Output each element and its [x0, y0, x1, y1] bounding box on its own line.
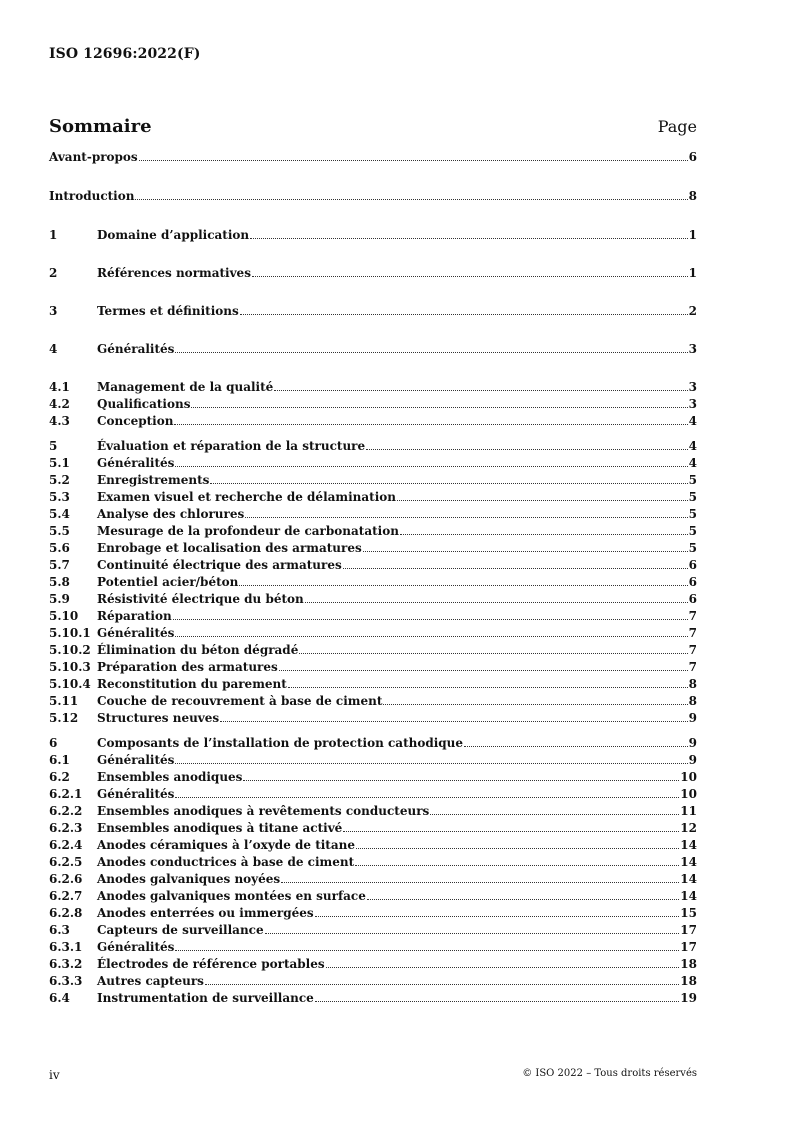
- toc-entry-page: 5: [688, 490, 697, 504]
- toc-entry-title: Généralités: [97, 787, 175, 801]
- toc-entry-number: 2: [49, 266, 58, 280]
- toc-leader-dots: [400, 534, 688, 535]
- toc-leader-dots: [220, 721, 687, 722]
- toc-entry-number: 6.2: [49, 770, 70, 784]
- toc-entry-title: Avant-propos: [49, 150, 138, 164]
- toc-entry-page: 14: [680, 855, 697, 869]
- toc-title: Sommaire: [49, 116, 152, 137]
- toc-entry-number: 5.10.4: [49, 677, 91, 691]
- toc-entry-number: 5.6: [49, 541, 70, 555]
- toc-entry-number: 6.3.2: [49, 957, 83, 971]
- toc-entry-number: 6.4: [49, 991, 70, 1005]
- toc-entry[interactable]: [49, 819, 697, 835]
- toc-leader-dots: [343, 568, 688, 569]
- toc-leader-dots: [175, 797, 679, 798]
- toc-entry-page: 14: [680, 838, 697, 852]
- toc-entry-title: Anodes galvaniques noyées: [97, 872, 281, 886]
- toc-entry-title: Potentiel acier/béton: [97, 575, 239, 589]
- toc-entry-number: 5.11: [49, 694, 79, 708]
- toc-entry-title: Enregistrements: [97, 473, 210, 487]
- toc-entry-title: Ensembles anodiques à revêtements conducteurs: [97, 804, 430, 818]
- toc-entry-title: Capteurs de surveillance: [97, 923, 264, 937]
- toc-leader-dots: [363, 551, 688, 552]
- toc-entry-number: 5.10.3: [49, 660, 91, 674]
- toc-entry-number: 6.3.3: [49, 974, 83, 988]
- toc-leader-dots: [239, 585, 687, 586]
- toc-entry[interactable]: [49, 938, 697, 954]
- toc-entry[interactable]: [49, 302, 697, 318]
- toc-leader-dots: [315, 916, 680, 917]
- toc-entry-title: Structures neuves: [97, 711, 220, 725]
- toc-entry-title: Généralités: [97, 626, 175, 640]
- toc-entry-number: 6.2.1: [49, 787, 83, 801]
- toc-entry[interactable]: [49, 921, 697, 937]
- toc-entry-page: 19: [680, 991, 697, 1005]
- toc-entry-number: 5.9: [49, 592, 70, 606]
- toc-entry-page: 5: [688, 507, 697, 521]
- toc-leader-dots: [175, 466, 687, 467]
- toc-entry-page: 1: [688, 228, 697, 242]
- toc-leader-dots: [243, 780, 679, 781]
- toc-entry-number: 5.10.1: [49, 626, 91, 640]
- toc-entry-title: Continuité électrique des armatures: [97, 558, 342, 572]
- toc-page-label: Page: [657, 117, 697, 136]
- toc-entry[interactable]: [49, 539, 697, 555]
- toc-entry-title: Réparation: [97, 609, 172, 623]
- toc-entry-page: 9: [688, 753, 697, 767]
- toc-entry-number: 4.1: [49, 380, 70, 394]
- toc-entry-title: Conception: [97, 414, 174, 428]
- toc-entry-page: 7: [688, 643, 697, 657]
- toc-entry-page: 4: [688, 439, 697, 453]
- toc-leader-dots: [205, 984, 679, 985]
- toc-entry-number: 3: [49, 304, 58, 318]
- toc-entry[interactable]: [49, 187, 697, 203]
- toc-entry-number: 6.3.1: [49, 940, 83, 954]
- toc-entry[interactable]: [49, 573, 697, 589]
- toc-entry-page: 6: [688, 575, 697, 589]
- toc-entry-title: Anodes enterrées ou immergées: [97, 906, 314, 920]
- toc-entry[interactable]: [49, 226, 697, 242]
- toc-entry[interactable]: [49, 785, 697, 801]
- toc-entry[interactable]: [49, 264, 697, 280]
- toc-entry-page: 8: [688, 694, 697, 708]
- toc-entry-title: Management de la qualité: [97, 380, 274, 394]
- toc-entry[interactable]: [49, 148, 697, 164]
- toc-entry-page: 3: [688, 380, 697, 394]
- toc-entry-number: 4: [49, 342, 58, 356]
- toc-entry[interactable]: [49, 378, 697, 394]
- toc-leader-dots: [265, 933, 680, 934]
- toc-entry-page: 8: [688, 189, 697, 203]
- toc-entry-page: 18: [680, 974, 697, 988]
- toc-entry[interactable]: [49, 989, 697, 1005]
- toc-entry-number: 6.1: [49, 753, 70, 767]
- toc-entry-page: 1: [688, 266, 697, 280]
- toc-entry-page: 9: [688, 711, 697, 725]
- toc-entry[interactable]: [49, 836, 697, 852]
- toc-entry[interactable]: [49, 870, 697, 886]
- toc-entry-page: 7: [688, 626, 697, 640]
- toc-entry-page: 5: [688, 524, 697, 538]
- toc-entry-page: 6: [688, 150, 697, 164]
- toc-entry-number: 6.2.4: [49, 838, 83, 852]
- toc-leader-dots: [464, 746, 688, 747]
- toc-leader-dots: [240, 314, 688, 315]
- toc-entry-title: Reconstitution du parement: [97, 677, 287, 691]
- toc-entry[interactable]: [49, 412, 697, 428]
- toc-entry-title: Anodes céramiques à l’oxyde de titane: [97, 838, 355, 852]
- toc-leader-dots: [173, 619, 688, 620]
- toc-entry-page: 3: [688, 342, 697, 356]
- toc-entry-title: Introduction: [49, 189, 135, 203]
- toc-entry-number: 1: [49, 228, 58, 242]
- toc-entry-number: 4.3: [49, 414, 70, 428]
- toc-entry[interactable]: [49, 505, 697, 521]
- copyright-notice: © ISO 2022 – Tous droits réservés: [522, 1068, 697, 1079]
- document-id: ISO 12696:2022(F): [49, 46, 201, 62]
- toc-entry-page: 14: [680, 872, 697, 886]
- toc-leader-dots: [175, 950, 679, 951]
- toc-entry[interactable]: [49, 675, 697, 691]
- toc-entry[interactable]: [49, 395, 697, 411]
- toc-entry-page: 10: [680, 787, 697, 801]
- toc-entry-page: 2: [688, 304, 697, 318]
- toc-entry-title: Qualifications: [97, 397, 191, 411]
- toc-entry-title: Mesurage de la profondeur de carbonatation: [97, 524, 399, 538]
- toc-entry-page: 8: [688, 677, 697, 691]
- toc-entry-number: 6.2.3: [49, 821, 83, 835]
- toc-entry[interactable]: [49, 751, 697, 767]
- toc-entry-number: 5.7: [49, 558, 70, 572]
- toc-entry-page: 7: [688, 660, 697, 674]
- toc-entry-number: 6.2.2: [49, 804, 83, 818]
- toc-leader-dots: [250, 238, 688, 239]
- toc-entry-page: 5: [688, 541, 697, 555]
- toc-entry-number: 5.3: [49, 490, 70, 504]
- toc-leader-dots: [356, 848, 679, 849]
- toc-entry-page: 18: [680, 957, 697, 971]
- toc-entry-number: 5.12: [49, 711, 79, 725]
- toc-entry-page: 3: [688, 397, 697, 411]
- table-of-contents: [49, 0, 697, 1122]
- toc-entry-number: 5.8: [49, 575, 70, 589]
- toc-entry[interactable]: [49, 768, 697, 784]
- toc-entry-title: Enrobage et localisation des armatures: [97, 541, 362, 555]
- toc-entry-page: 15: [680, 906, 697, 920]
- toc-entry[interactable]: [49, 972, 697, 988]
- toc-leader-dots: [274, 390, 687, 391]
- page-number: iv: [49, 1068, 60, 1082]
- toc-entry-number: 6.2.5: [49, 855, 83, 869]
- toc-entry-page: 6: [688, 558, 697, 572]
- toc-entry[interactable]: [49, 658, 697, 674]
- toc-entry-title: Composants de l’installation de protection cathodique: [97, 736, 464, 750]
- toc-entry[interactable]: [49, 471, 697, 487]
- toc-entry[interactable]: [49, 709, 697, 725]
- toc-entry-number: 5.10: [49, 609, 79, 623]
- toc-entry-page: 4: [688, 456, 697, 470]
- toc-entry-page: 4: [688, 414, 697, 428]
- toc-entry-title: Évaluation et réparation de la structure: [97, 439, 366, 453]
- toc-entry-title: Généralités: [97, 753, 175, 767]
- toc-entry-title: Généralités: [97, 456, 175, 470]
- toc-entry-title: Analyse des chlorures: [97, 507, 245, 521]
- toc-leader-dots: [279, 670, 688, 671]
- toc-leader-dots: [210, 483, 687, 484]
- toc-entry[interactable]: [49, 624, 697, 640]
- toc-leader-dots: [367, 899, 679, 900]
- toc-leader-dots: [430, 814, 679, 815]
- toc-entry-page: 17: [680, 940, 697, 954]
- toc-leader-dots: [299, 653, 687, 654]
- toc-entry-title: Généralités: [97, 342, 175, 356]
- toc-entry-number: 6.2.6: [49, 872, 83, 886]
- toc-entry-number: 5.4: [49, 507, 70, 521]
- toc-entry-page: 5: [688, 473, 697, 487]
- toc-entry-number: 5.1: [49, 456, 70, 470]
- toc-leader-dots: [281, 882, 679, 883]
- toc-entry[interactable]: [49, 590, 697, 606]
- toc-entry[interactable]: [49, 437, 697, 453]
- toc-entry-title: Électrodes de référence portables: [97, 957, 325, 971]
- toc-entry[interactable]: [49, 340, 697, 356]
- toc-leader-dots: [175, 763, 687, 764]
- toc-entry-title: Domaine d’application: [97, 228, 250, 242]
- toc-entry-title: Généralités: [97, 940, 175, 954]
- toc-entry-title: Ensembles anodiques à titane activé: [97, 821, 343, 835]
- toc-entry-title: Anodes galvaniques montées en surface: [97, 889, 366, 903]
- toc-leader-dots: [343, 831, 679, 832]
- toc-entry-page: 11: [680, 804, 697, 818]
- toc-leader-dots: [191, 407, 687, 408]
- toc-leader-dots: [252, 276, 688, 277]
- toc-entry-page: 17: [680, 923, 697, 937]
- toc-entry[interactable]: [49, 641, 697, 657]
- toc-entry-title: Autres capteurs: [97, 974, 204, 988]
- toc-entry-title: Examen visuel et recherche de délamination: [97, 490, 396, 504]
- toc-entry[interactable]: [49, 904, 697, 920]
- toc-entry-number: 5.2: [49, 473, 70, 487]
- toc-entry-page: 14: [680, 889, 697, 903]
- toc-entry-page: 9: [688, 736, 697, 750]
- toc-leader-dots: [175, 636, 687, 637]
- toc-leader-dots: [288, 687, 688, 688]
- toc-entry[interactable]: [49, 853, 697, 869]
- toc-entry[interactable]: [49, 887, 697, 903]
- toc-leader-dots: [175, 352, 687, 353]
- toc-entry-title: Termes et définitions: [97, 304, 239, 318]
- toc-entry-number: 4.2: [49, 397, 70, 411]
- toc-leader-dots: [305, 602, 688, 603]
- toc-entry-title: Résistivité électrique du béton: [97, 592, 304, 606]
- toc-leader-dots: [366, 449, 688, 450]
- toc-leader-dots: [315, 1001, 680, 1002]
- toc-entry-number: 5.5: [49, 524, 70, 538]
- toc-entry[interactable]: [49, 454, 697, 470]
- toc-entry-number: 6.2.7: [49, 889, 83, 903]
- toc-entry[interactable]: [49, 488, 697, 504]
- toc-entry-title: Références normatives: [97, 266, 251, 280]
- toc-entry[interactable]: [49, 692, 697, 708]
- toc-entry[interactable]: [49, 607, 697, 623]
- toc-entry-number: 6.3: [49, 923, 70, 937]
- toc-entry-title: Élimination du béton dégradé: [97, 643, 299, 657]
- toc-leader-dots: [139, 160, 688, 161]
- toc-entry-title: Préparation des armatures: [97, 660, 278, 674]
- toc-leader-dots: [326, 967, 680, 968]
- toc-entry[interactable]: [49, 556, 697, 572]
- toc-leader-dots: [135, 199, 687, 200]
- toc-leader-dots: [355, 865, 679, 866]
- toc-entry-page: 12: [680, 821, 697, 835]
- toc-entry[interactable]: [49, 802, 697, 818]
- toc-entry-page: 6: [688, 592, 697, 606]
- toc-entry-page: 10: [680, 770, 697, 784]
- toc-entry-title: Instrumentation de surveillance: [97, 991, 314, 1005]
- toc-leader-dots: [245, 517, 687, 518]
- toc-entry-title: Ensembles anodiques: [97, 770, 243, 784]
- toc-entry-title: Couche de recouvrement à base de ciment: [97, 694, 383, 708]
- toc-entry-title: Anodes conductrices à base de ciment: [97, 855, 355, 869]
- toc-entry-number: 6: [49, 736, 58, 750]
- toc-leader-dots: [383, 704, 687, 705]
- toc-entry-number: 6.2.8: [49, 906, 83, 920]
- toc-entry-page: 7: [688, 609, 697, 623]
- toc-entry-number: 5.10.2: [49, 643, 91, 657]
- toc-entry[interactable]: [49, 734, 697, 750]
- toc-entry[interactable]: [49, 522, 697, 538]
- toc-leader-dots: [397, 500, 688, 501]
- toc-entry-number: 5: [49, 439, 58, 453]
- toc-leader-dots: [174, 424, 687, 425]
- toc-entry[interactable]: [49, 955, 697, 971]
